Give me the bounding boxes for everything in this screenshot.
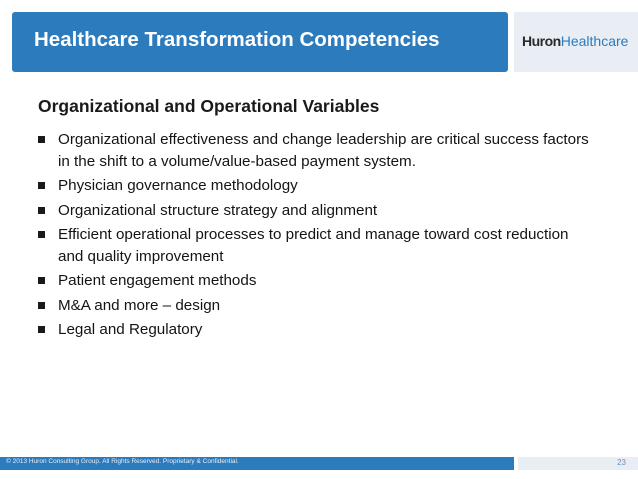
square-bullet-icon — [38, 302, 45, 309]
bullet-item — [38, 200, 598, 222]
bullet-text: Patient engagement methods — [58, 272, 257, 289]
square-bullet-icon — [38, 277, 45, 284]
bullet-text: M&A and more – design — [58, 296, 221, 314]
square-bullet-icon — [38, 182, 45, 189]
bullet-item — [38, 224, 598, 267]
logo-panel — [514, 12, 638, 72]
bullet-text: Physician governance methodology — [58, 177, 298, 194]
footer-bar — [0, 457, 514, 470]
square-bullet-icon — [38, 207, 45, 214]
bullet-item — [38, 319, 598, 341]
slide-title: Healthcare Transformation Competencies — [34, 28, 440, 51]
bullet-text: Efficient operational processes to predict and manage toward cost reduction and quality improvement — [58, 226, 569, 265]
logo-huron-text: Huron — [522, 33, 561, 49]
square-bullet-icon — [38, 326, 45, 333]
square-bullet-icon — [38, 231, 45, 238]
bullet-list — [38, 129, 598, 344]
huron-healthcare-logo — [522, 33, 628, 49]
bullet-text: Legal and Regulatory — [58, 321, 203, 338]
bullet-text: Organizational effectiveness and change leadership are critical success factors in the shift to a volume/value-based payment system. — [58, 131, 589, 170]
page-number-panel — [518, 457, 638, 470]
bullet-item — [38, 175, 598, 197]
section-heading: Organizational and Operational Variables — [38, 96, 380, 116]
bullet-item — [38, 295, 598, 317]
bullet-text: Organizational structure strategy and alignment — [58, 201, 378, 219]
square-bullet-icon — [38, 136, 45, 143]
page-number: 23 — [617, 458, 626, 467]
title-bar — [12, 12, 508, 72]
bullet-item — [38, 129, 598, 172]
bullet-item — [38, 270, 598, 292]
copyright-text: © 2013 Huron Consulting Group. All Rights Reserved. Proprietary & Confidential. — [6, 458, 239, 465]
logo-healthcare-text: Healthcare — [560, 33, 629, 49]
